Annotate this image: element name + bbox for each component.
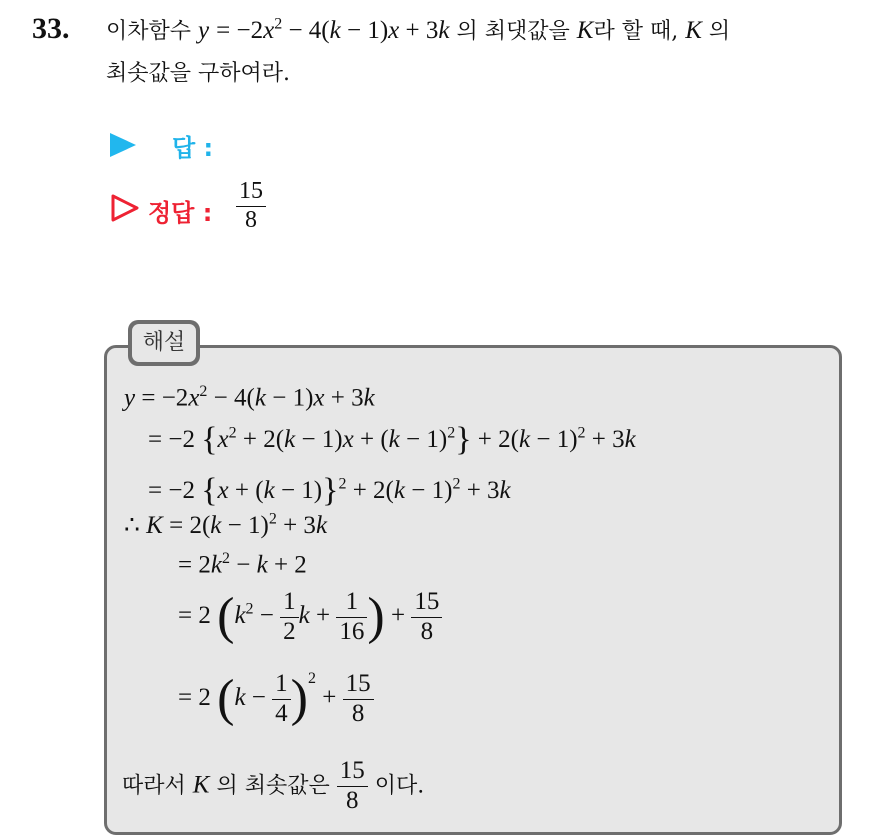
solution-line-6: = 2 ($k^2$ − $\frac{1}{2}$ k + $\frac{1}{16}$ ) + $\frac{15}{8}$ bbox=[178, 588, 442, 647]
answer-label: 답 : bbox=[172, 134, 214, 162]
fraction-denominator: 8 bbox=[245, 206, 257, 233]
question-text-mid3: 의 bbox=[708, 19, 731, 44]
conclusion-text-pre: 따라서 bbox=[122, 773, 186, 799]
fraction-numerator: 15 bbox=[337, 757, 368, 787]
solution-line-4: ∴ $K = 2(k - 1)^2 + 3k$ bbox=[124, 510, 328, 539]
correct-answer-label: 정답 : bbox=[148, 199, 213, 227]
solution-line-1: $y = -2x^2 - 4(k - 1)x + 3k$ bbox=[124, 383, 375, 412]
fraction-denominator: 8 bbox=[345, 786, 359, 814]
conclusion-text-mid: 의 최솟값은 bbox=[216, 773, 330, 799]
question-math-K: K bbox=[576, 17, 594, 44]
correct-answer-fraction bbox=[236, 178, 266, 234]
question-line-1 bbox=[106, 14, 730, 45]
question-line-2: 최솟값을 구하여라. bbox=[106, 61, 291, 86]
question-math: y bbox=[198, 17, 210, 44]
play-triangle-icon bbox=[110, 133, 136, 157]
solution-line-5: = $2k^2 - k + 2$ bbox=[178, 550, 307, 579]
solution-line-2: = −2 $\{x^2 + 2(k - 1)x + (k - 1)^2\} + 2(k - 1)^2 + 3k$ bbox=[148, 421, 636, 458]
fraction-numerator: 15 bbox=[236, 178, 266, 207]
solution-line-7: = 2 (k − $\frac{1}{4}$ )$^2$ + $\frac{15}{8}$ bbox=[178, 670, 374, 729]
conclusion-text-post: 이다. bbox=[374, 773, 425, 799]
question-math-K2: K bbox=[685, 17, 702, 44]
question-number: 33. bbox=[32, 12, 70, 45]
solution-conclusion bbox=[122, 757, 424, 816]
conclusion-fraction bbox=[337, 757, 368, 816]
question-text-mid1: 의 최댓값을 bbox=[456, 19, 570, 44]
question-text-pre: 이차함수 bbox=[106, 19, 192, 44]
solution-tab-label: 해설 bbox=[142, 330, 186, 355]
question-math: = $-2x^2 - 4(k - 1)x + 3k$ bbox=[216, 15, 450, 44]
open-triangle-icon bbox=[110, 194, 140, 222]
question-text-mid2: 라 할 때, bbox=[593, 19, 679, 44]
conclusion-math-K: K bbox=[192, 771, 210, 799]
solution-line-3: = −2 $\{x + (k - 1)\}^2 + 2(k - 1)^2 + 3k$ bbox=[148, 472, 511, 509]
